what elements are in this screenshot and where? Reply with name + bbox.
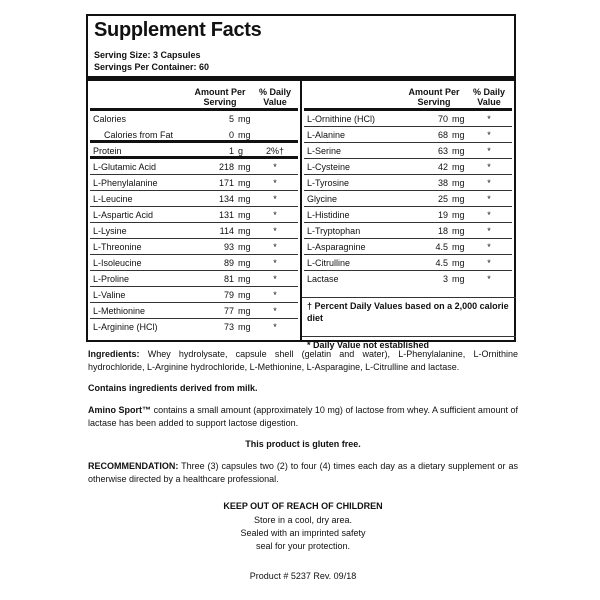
nutrient-dv: *: [487, 258, 491, 268]
nutrient-amount: 0: [228, 130, 234, 140]
nutrient-row: [304, 271, 512, 287]
milk-notice: Contains ingredients derived from milk.: [88, 383, 258, 393]
amount-header: Amount Per Serving: [408, 87, 460, 107]
nutrient-row: [90, 271, 298, 287]
nutrient-name: L-Isoleucine: [93, 258, 142, 268]
nutrient-row: [90, 223, 298, 239]
nutrient-dv: *: [273, 194, 277, 204]
nutrient-row: [304, 239, 512, 255]
nutrient-row: [90, 303, 298, 319]
nutrient-name: L-Glutamic Acid: [93, 162, 157, 172]
nutrient-row: [304, 223, 512, 239]
nutrient-unit: mg: [238, 274, 251, 284]
recommendation-text: Three (3) capsules two (2) to four (4) times each day as a dietary supplement or as otherwise directed by a healthcare professional.: [88, 461, 518, 484]
nutrient-row: [90, 319, 298, 335]
nutrient-name: L-Methionine: [93, 306, 146, 316]
footnote-rule-2: [302, 336, 516, 337]
gluten-notice: This product is gluten free.: [245, 439, 361, 449]
nutrient-row: [90, 191, 298, 207]
nutrient-amount: 63: [437, 146, 448, 156]
nutrient-amount: 218: [218, 162, 234, 172]
nutrient-dv: *: [273, 322, 277, 332]
nutrient-name: Protein: [93, 146, 122, 156]
footnote-dv: * Daily Value not established: [307, 340, 430, 350]
nutrient-amount: 77: [223, 306, 234, 316]
nutrient-amount: 89: [223, 258, 234, 268]
nutrient-name: L-Citrulline: [307, 258, 351, 268]
amount-header: Amount Per Serving: [194, 87, 246, 107]
column-divider: [300, 81, 302, 340]
nutrient-dv: *: [487, 242, 491, 252]
amino-label: Amino Sport™: [88, 405, 152, 415]
nutrient-amount: 18: [437, 226, 448, 236]
nutrient-dv: *: [487, 114, 491, 124]
nutrient-amount: 1: [228, 146, 234, 156]
nutrient-unit: mg: [452, 226, 465, 236]
nutrient-name: L-Threonine: [93, 242, 142, 252]
nutrient-unit: mg: [452, 178, 465, 188]
ingredients-label: Ingredients:: [88, 349, 140, 359]
nutrient-row: [304, 191, 512, 207]
nutrient-row: [304, 159, 512, 175]
nutrient-unit: mg: [238, 178, 251, 188]
nutrient-row: [90, 175, 298, 191]
nutrient-dv: *: [273, 178, 277, 188]
nutrient-row: [304, 207, 512, 223]
nutrient-dv: *: [273, 258, 277, 268]
nutrient-amount: 5: [228, 114, 234, 124]
nutrient-amount: 134: [218, 194, 234, 204]
nutrient-amount: 81: [223, 274, 234, 284]
nutrient-unit: mg: [452, 258, 465, 268]
nutrient-name: L-Tryptophan: [307, 226, 361, 236]
nutrient-amount: 79: [223, 290, 234, 300]
nutrient-name: L-Proline: [93, 274, 130, 284]
nutrient-unit: mg: [452, 130, 465, 140]
footnote-rule: [302, 297, 516, 298]
nutrient-name: L-Histidine: [307, 210, 350, 220]
nutrient-name: L-Aspartic Acid: [93, 210, 154, 220]
nutrient-dv: *: [487, 178, 491, 188]
nutrient-unit: mg: [238, 290, 251, 300]
ingredients: [88, 348, 518, 374]
dv-header: % Daily Value: [472, 87, 505, 107]
nutrient-dv: *: [273, 242, 277, 252]
nutrient-dv: *: [487, 162, 491, 172]
nutrient-row: [304, 175, 512, 191]
nutrient-row: [304, 143, 512, 159]
nutrient-dv: *: [487, 130, 491, 140]
nutrient-name: L-Asparagnine: [307, 242, 366, 252]
nutrient-row: [304, 127, 512, 143]
supplement-facts-panel: [86, 14, 516, 350]
nutrient-name: Glycine: [307, 194, 338, 204]
nutrient-name: L-Leucine: [93, 194, 133, 204]
nutrient-unit: mg: [238, 194, 251, 204]
storage-line-3: seal for your protection.: [255, 541, 351, 551]
nutrient-amount: 93: [223, 242, 234, 252]
recommendation-label: RECOMMENDATION:: [88, 461, 179, 471]
nutrient-dv: *: [273, 210, 277, 220]
nutrient-amount: 4.5: [435, 242, 448, 252]
nutrient-name: L-Cysteine: [307, 162, 351, 172]
nutrient-unit: mg: [238, 114, 251, 124]
right-column: [304, 82, 512, 287]
nutrient-unit: mg: [238, 242, 251, 252]
nutrient-unit: mg: [238, 210, 251, 220]
servings-per-container: Servings Per Container: 60: [94, 62, 210, 72]
nutrient-name: L-Lysine: [93, 226, 127, 236]
left-column: [90, 82, 298, 335]
nutrient-amount: 114: [219, 226, 234, 236]
nutrient-dv: *: [487, 194, 491, 204]
nutrient-unit: mg: [452, 242, 465, 252]
product-number: Product # 5237 Rev. 09/18: [249, 571, 357, 581]
nutrient-unit: g: [238, 146, 244, 156]
left-column-header: [90, 82, 298, 111]
nutrient-name: Calories: [93, 114, 127, 124]
footnote-percent: † Percent Daily Values based on a 2,000 calorie diet: [307, 301, 509, 323]
nutrient-row: [90, 127, 298, 143]
nutrient-unit: mg: [452, 194, 465, 204]
nutrient-unit: mg: [452, 146, 465, 156]
nutrient-row: [90, 159, 298, 175]
nutrient-unit: mg: [238, 322, 251, 332]
storage-line-1: Store in a cool, dry area.: [253, 515, 353, 525]
nutrient-row: [90, 255, 298, 271]
nutrient-amount: 42: [437, 162, 448, 172]
nutrient-name: L-Alanine: [307, 130, 346, 140]
nutrient-amount: 73: [223, 322, 234, 332]
nutrient-dv: *: [487, 146, 491, 156]
dv-header: % Daily Value: [258, 87, 291, 107]
nutrient-unit: mg: [452, 210, 465, 220]
nutrient-unit: mg: [238, 258, 251, 268]
nutrient-name: L-Ornithine (HCl): [307, 114, 376, 124]
nutrient-amount: 19: [437, 210, 448, 220]
nutrient-name: L-Phenylalanine: [93, 178, 158, 188]
nutrient-dv: *: [487, 226, 491, 236]
nutrient-unit: mg: [238, 226, 251, 236]
nutrient-dv: *: [273, 162, 277, 172]
nutrient-dv: *: [273, 290, 277, 300]
nutrient-row: [90, 143, 298, 159]
nutrient-dv: 2%†: [265, 146, 284, 156]
nutrient-row: [90, 111, 298, 127]
warning-title: KEEP OUT OF REACH OF CHILDREN: [223, 501, 383, 511]
nutrient-dv: *: [273, 274, 277, 284]
nutrient-amount: 4.5: [435, 258, 448, 268]
nutrient-dv: *: [273, 226, 277, 236]
ingredients-text: Whey hydrolysate, capsule shell (gelatin and water), L-Phenylalanine, L-Ornithine hydrochloride, L-Arginine hydrochloride, L-Methionine, L-Asparagine, L-Citrulline and lactase.: [88, 349, 518, 372]
nutrient-row: [90, 239, 298, 255]
nutrient-name: Calories from Fat: [104, 130, 174, 140]
nutrient-amount: 3: [442, 274, 448, 284]
nutrient-row: [90, 287, 298, 303]
nutrient-row: [90, 207, 298, 223]
nutrient-unit: mg: [238, 162, 251, 172]
nutrient-amount: 38: [437, 178, 448, 188]
nutrient-unit: mg: [238, 306, 251, 316]
nutrient-row: [304, 255, 512, 271]
nutrient-dv: *: [487, 210, 491, 220]
nutrient-name: L-Arginine (HCl): [93, 322, 158, 332]
amino-note: [88, 404, 518, 430]
nutrient-amount: 131: [218, 210, 234, 220]
nutrient-unit: mg: [452, 274, 465, 284]
nutrient-row: [304, 111, 512, 127]
nutrient-dv: *: [273, 306, 277, 316]
recommendation: [88, 460, 518, 486]
panel-title: Supplement Facts: [94, 19, 262, 41]
nutrient-unit: mg: [452, 114, 465, 124]
nutrient-amount: 171: [218, 178, 234, 188]
nutrient-name: L-Serine: [307, 146, 342, 156]
nutrient-name: L-Tyrosine: [307, 178, 350, 188]
storage-line-2: Sealed with an imprinted safety: [240, 528, 366, 538]
nutrient-name: Lactase: [307, 274, 339, 284]
right-column-header: [304, 82, 512, 111]
nutrient-amount: 68: [437, 130, 448, 140]
amino-text: contains a small amount (approximately 10 mg) of lactose from whey. A sufficient amount of lactase has been added to support lactose digestion.: [88, 405, 519, 428]
nutrient-dv: *: [487, 274, 491, 284]
nutrient-unit: mg: [452, 162, 465, 172]
nutrient-amount: 70: [437, 114, 448, 124]
nutrient-name: L-Valine: [93, 290, 126, 300]
nutrient-unit: mg: [238, 130, 251, 140]
nutrient-amount: 25: [437, 194, 448, 204]
serving-size: Serving Size: 3 Capsules: [94, 50, 201, 60]
